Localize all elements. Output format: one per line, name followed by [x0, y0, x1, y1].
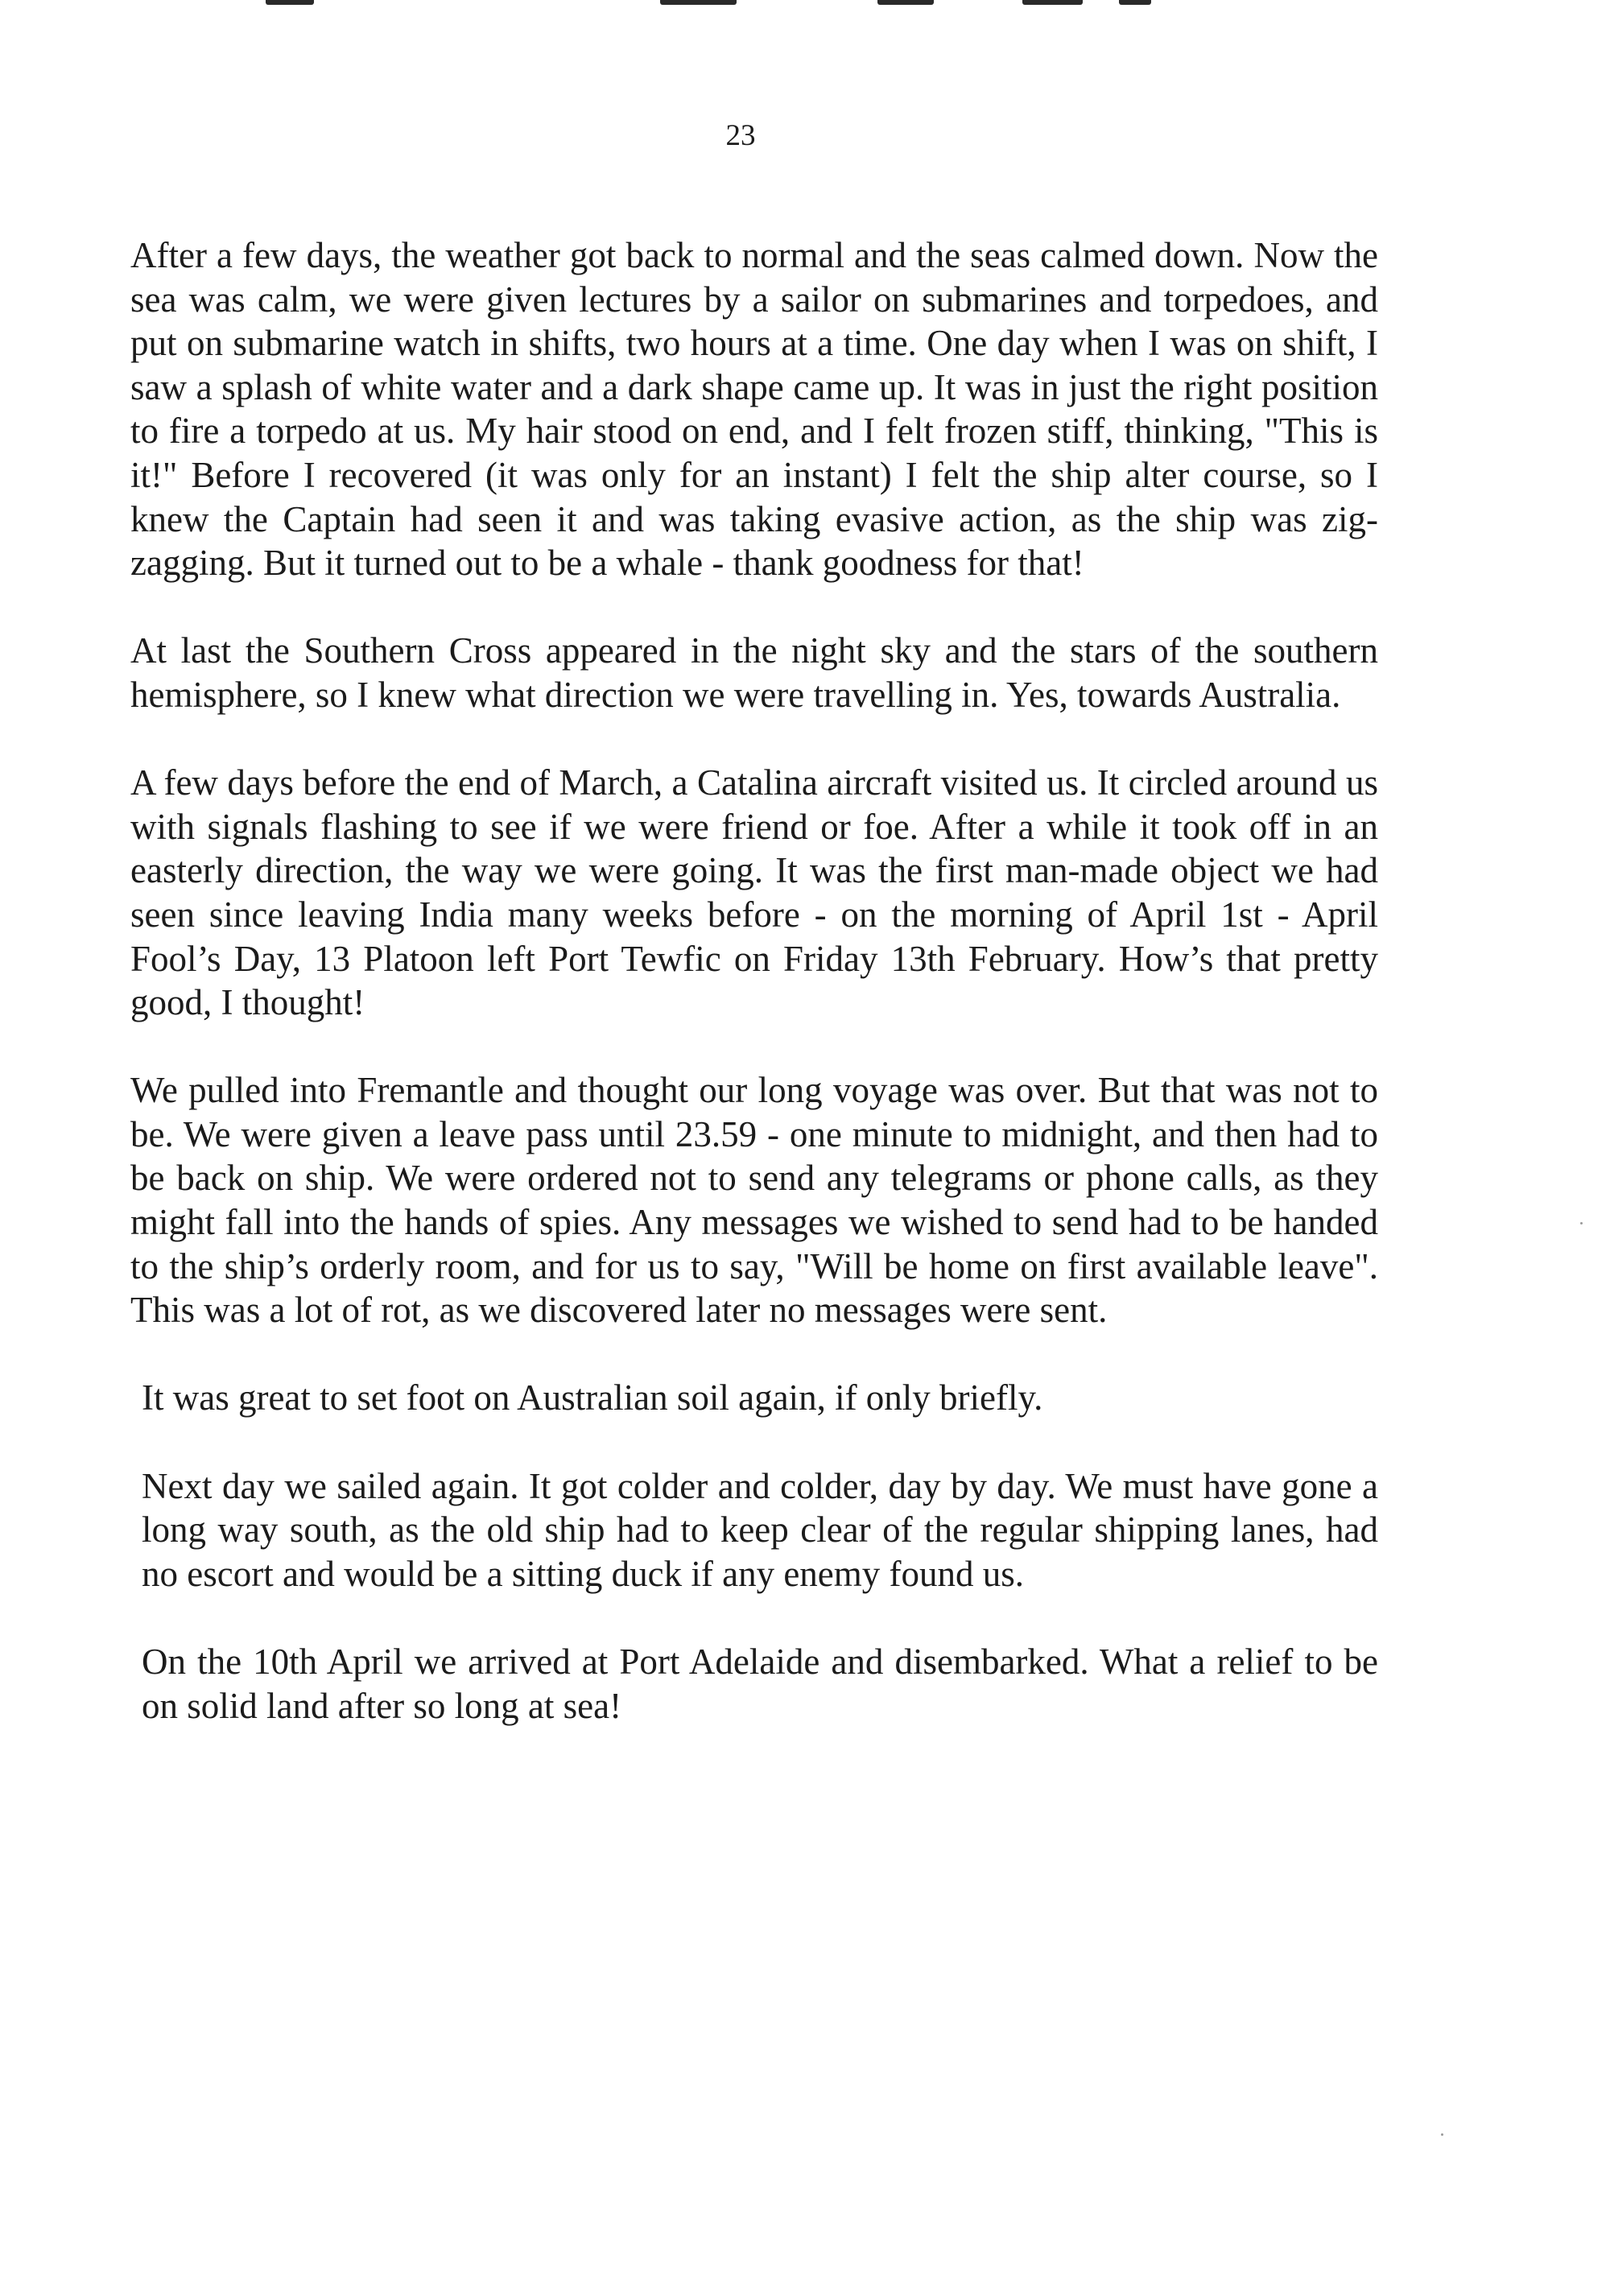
paragraph-submarine-watch: After a few days, the weather got back to normal and the seas calmed down. Now the sea was calm, we were given lectures by a sailor on submarines and torpedoes, and put on submarine watch in shifts, two hours at a time. One day when I was on shift, I saw a splash of white water and a dark shape came up. It was in just the right position to fire a torpedo at us. My hair stood on end, and I felt frozen stiff, thinking, "This is it!" Before I recovered (it was only for an instant) I felt the ship alter course, so I knew the Captain had seen it and was taking evasive action, as the ship was zig-zagging. But it turned out to be a whale - thank goodness for that!: [130, 235, 1378, 584]
scan-mark: [660, 0, 737, 5]
body-text: [130, 233, 1378, 1728]
paragraph-sailed-south: Next day we sailed again. It got colder and colder, day by day. We must have gone a long way south, as the old ship had to keep clear of the regular shipping lanes, had no escort and would be a sitting duck if any enemy found us.: [142, 1465, 1378, 1594]
scan-mark: [1119, 0, 1151, 5]
paragraph-australian-soil: It was great to set foot on Australian soil again, if only briefly.: [142, 1377, 1043, 1418]
paragraph-port-adelaide: On the 10th April we arrived at Port Adelaide and disembarked. What a relief to be on solid land after so long at sea!: [142, 1641, 1378, 1726]
paragraph-catalina-aircraft: A few days before the end of March, a Catalina aircraft visited us. It circled around us with signals flashing to see if we were friend or foe. After a while it took off in an easterly direction, the way we were going. It was the first man-made object we had seen since leaving India many weeks before - on the morning of April 1st - April Fool’s Day, 13 Platoon left Port Tewfic on Friday 13th February. How’s that pretty good, I thought!: [130, 762, 1378, 1023]
scan-speck: [1441, 2133, 1443, 2136]
page-number: 23: [725, 119, 756, 152]
scan-mark: [266, 0, 314, 5]
scan-speck: [1580, 1222, 1583, 1224]
scan-mark: [877, 0, 934, 5]
paragraph-southern-cross: At last the Southern Cross appeared in the night sky and the stars of the southern hemisphere, so I knew what direction we were travelling in. Yes, towards Australia.: [130, 630, 1378, 715]
scan-mark: [1022, 0, 1083, 5]
paragraph-fremantle: We pulled into Fremantle and thought our long voyage was over. But that was not to be. We were given a leave pass until 23.59 - one minute to midnight, and then had to be back on ship. We were ordered not to send any telegrams or phone calls, as they might fall into the hands of spies. Any messages we wished to send had to be handed to the ship’s orderly room, and for us to say, "Will be home on first available leave". This was a lot of rot, as we discovered later no messages were sent.: [130, 1070, 1378, 1331]
